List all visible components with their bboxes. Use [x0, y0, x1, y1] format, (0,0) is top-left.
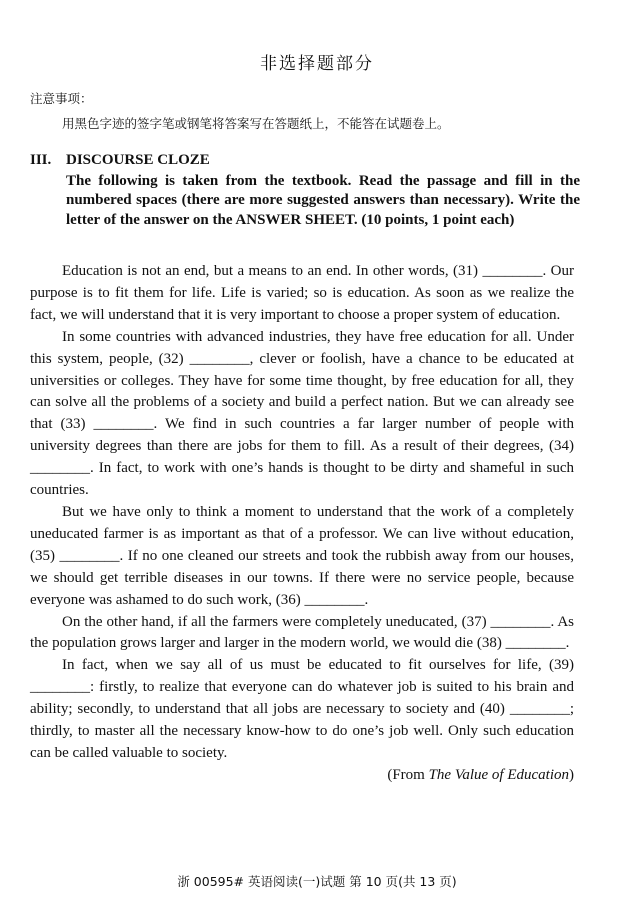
section-title: DISCOURSE CLOZE [66, 152, 210, 168]
source-prefix: (From [387, 766, 429, 783]
section-heading [30, 152, 210, 169]
section-instructions: The following is taken from the textbook. Read the passage and fill in the numbered spaces (there are more suggested answers than necessary). Write the letter of the answer on the ANSWER SHEET. (10 points, 1 point each) [66, 173, 580, 228]
passage-source [30, 765, 574, 787]
passage-paragraph-4: On the other hand, if all the farmers were completely uneducated, (37) ________. As the population grows larger and larger in the modern world, we would die (38) ________. [30, 613, 574, 652]
passage-paragraph-2: In some countries with advanced industries, they have free education for all. Under this system, people, (32) ________, clever or foolish, have a chance to be educated at universities or colleges. They have for some time thought, by free education for all, they can solve all the problems of a society and build a perfect nation. But we can already see that (33) ________. We find in such countries a far larger number of people with university degrees than there are jobs for them to fill. As a result of their degrees, (34) ________. In fact, to work with one’s hands is thought to be dirty and shameful in such countries. [30, 328, 574, 499]
section-number: III. [30, 152, 52, 168]
page-title: 非选择题部分 [260, 54, 374, 74]
source-title: The Value of Education [428, 766, 569, 783]
source-suffix: ) [569, 766, 574, 783]
page-footer: 浙 00595# 英语阅读(一)试题 第 10 页(共 13 页) [177, 874, 457, 889]
notice-label: 注意事项： [30, 91, 93, 106]
cloze-passage [30, 261, 574, 787]
notice-text: 用黑色字迹的签字笔或钢笔将答案写在答题纸上，不能答在试题卷上。 [62, 116, 450, 131]
passage-paragraph-3: But we have only to think a moment to understand that the work of a completely uneducated farmer is as important as that of a professor. We can live without education, (35) ________. If no one cleaned our streets and took the rubbish away from our houses, we should get terrible diseases in our towns. If there were no service people, because everyone was ashamed to do such work, (36) ________. [30, 503, 574, 608]
passage-paragraph-1: Education is not an end, but a means to an end. In other words, (31) ________. Our purpose is to fit them for life. Life is varied; so is education. As soon as we realize the fact, we will understand that it is very important to choose a proper system of education. [30, 263, 574, 323]
passage-paragraph-5: In fact, when we say all of us must be educated to fit ourselves for life, (39) ________: firstly, to realize that everyone can do whatever job is suited to his brain and ability; secondly, to understand that all jobs are necessary to society and (40) ________; thirdly, to master all the necessary know-how to do one’s job well. Only such education can be called valuable to society. [30, 657, 574, 761]
